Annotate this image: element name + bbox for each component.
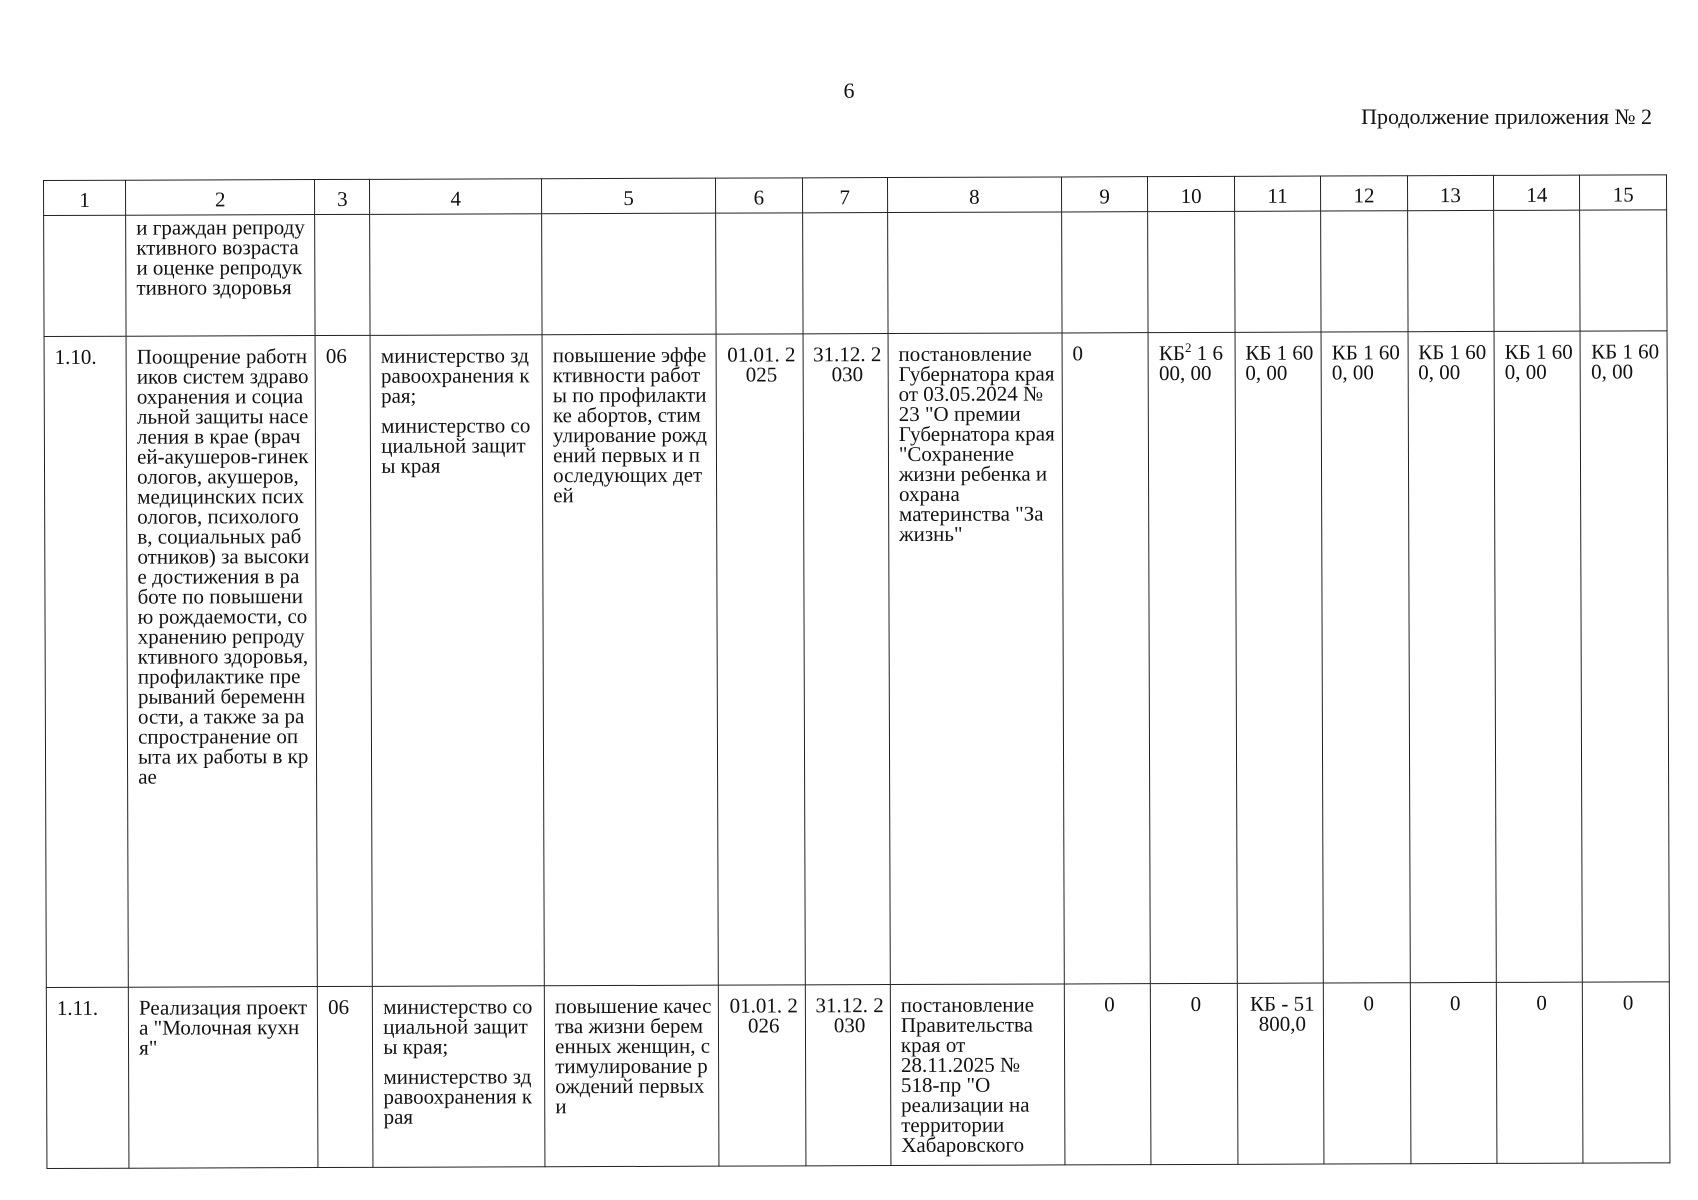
- cell-col-13: 0: [1410, 982, 1497, 1163]
- cell-col-11: КБ - 51 800,0: [1237, 983, 1324, 1164]
- cell-col-12: КБ 1 600, 00: [1321, 332, 1410, 983]
- cell-col-9: 0: [1062, 333, 1151, 984]
- cell-col-11: КБ 1 600, 00: [1235, 332, 1324, 983]
- cell-col-13: КБ 1 600, 00: [1408, 331, 1497, 982]
- cell-col-10: [1148, 211, 1235, 332]
- cell-result: [542, 213, 716, 335]
- column-header-14: 14: [1494, 175, 1581, 210]
- cell-measure-name: Реализация проекта "Молочная кухня": [128, 987, 318, 1169]
- cell-basis: постановление Правительства края от 28.11.2025 № 518-пр "О реализации на территории Хабаровского: [890, 984, 1065, 1166]
- cell-col-15: КБ 1 600, 00: [1580, 331, 1669, 982]
- cell-col-10: [1148, 332, 1237, 983]
- cell-end-date: 31.12. 2030: [805, 985, 891, 1166]
- column-header-4: 4: [370, 179, 542, 215]
- column-header-11: 11: [1234, 176, 1321, 211]
- column-header-10: 10: [1148, 176, 1235, 211]
- column-header-7: 7: [802, 178, 887, 213]
- cell-col-9: 0: [1064, 984, 1151, 1165]
- cell-col-12: [1321, 211, 1408, 332]
- cell-col-10: 0: [1151, 983, 1238, 1164]
- cell-measure-name: и граждан репродуктивного возраста и оценке репродуктивного здоровья: [126, 215, 316, 337]
- executor-2: министерство здравоохранения края: [383, 1064, 533, 1129]
- cell-col-13: [1407, 210, 1494, 331]
- cell-number: 1.10.: [44, 336, 128, 987]
- column-header-12: 12: [1321, 176, 1408, 211]
- budget-amount: 1 600, 00: [1158, 340, 1223, 386]
- footnote-marker: 2: [1184, 339, 1192, 356]
- cell-executors: [370, 335, 544, 987]
- appendix-continuation-label: Продолжение приложения № 2: [1361, 104, 1652, 129]
- cell-col-14: 0: [1496, 982, 1583, 1163]
- cell-col-9: [1061, 212, 1148, 333]
- cell-executors: [370, 214, 542, 336]
- cell-code: 06: [315, 335, 372, 986]
- cell-result: повышение качества жизни беременных женщин, стимулирование рождений первых и: [544, 985, 719, 1167]
- cell-code: 06: [318, 986, 374, 1167]
- cell-executors: [373, 986, 545, 1168]
- cell-end-date: 31.12. 2030: [803, 334, 891, 985]
- executor-2: министерство социальной защиты края: [381, 413, 531, 478]
- page-number: 6: [843, 78, 855, 103]
- cell-basis: [887, 212, 1061, 334]
- column-header-9: 9: [1061, 177, 1148, 212]
- cell-start-date: [716, 213, 803, 334]
- cell-number: 1.11.: [46, 987, 129, 1168]
- column-header-1: 1: [44, 180, 126, 215]
- cell-basis: постановление Губернатора края от 03.05.2024 № 23 "О премии Губернатора края "Сохранение жизни ребенка и охрана материнства "За жизнь": [888, 333, 1064, 985]
- cell-col-12: 0: [1323, 983, 1410, 1164]
- column-header-6: 6: [716, 178, 803, 213]
- column-header-15: 15: [1580, 175, 1667, 210]
- cell-col-11: [1234, 211, 1321, 332]
- cell-col-14: [1494, 210, 1581, 331]
- table-row-1-11: [46, 982, 1670, 1169]
- cell-start-date: 01.01. 2026: [718, 985, 805, 1166]
- cell-col-15: 0: [1583, 982, 1670, 1163]
- column-header-5: 5: [542, 178, 716, 214]
- executor-1: министерство здравоохранения края;: [380, 343, 530, 408]
- cell-col-15: [1580, 210, 1667, 331]
- table-row-1-10: [44, 331, 1669, 988]
- cell-end-date: [802, 213, 888, 334]
- program-measures-table: [43, 174, 1670, 1169]
- column-header-3: 3: [315, 179, 370, 214]
- cell-col-14: КБ 1 600, 00: [1494, 331, 1583, 982]
- table-row-continuation: [44, 210, 1667, 337]
- cell-code: [315, 214, 371, 335]
- column-header-8: 8: [887, 177, 1061, 213]
- cell-number: [44, 215, 127, 336]
- table-header-row: [44, 175, 1667, 216]
- column-header-2: 2: [126, 180, 315, 216]
- cell-measure-name: Поощрение работников систем здравоохранения и социальной защиты населения в крае (врачей-акушеров-гинекологов, акушеров, медицинских психологов, психологов, социальных работников) за высокие достижения в работе по повышению рождаемости, сохранению репродуктивного здоровья, профилактике прерываний беременности, а также за распространение опыта их работы в крае: [126, 336, 317, 988]
- budget-code: КБ: [1158, 341, 1185, 366]
- cell-result: повышение эффективности работы по профилактике абортов, стимулирование рождений первых и последующих детей: [542, 334, 718, 986]
- cell-start-date: 01.01. 2025: [716, 334, 805, 985]
- executor-1: министерство социальной защиты края;: [383, 994, 533, 1059]
- column-header-13: 13: [1407, 175, 1494, 210]
